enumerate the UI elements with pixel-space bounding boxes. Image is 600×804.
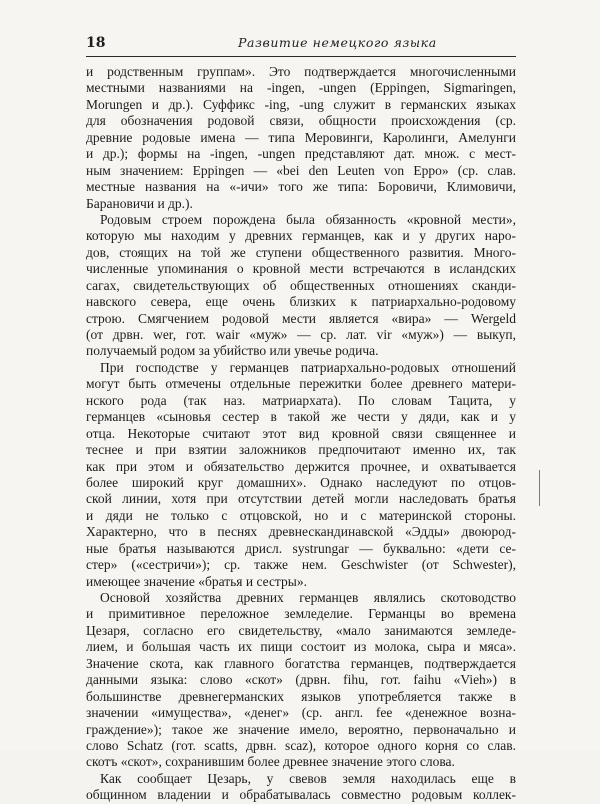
paragraph — [86, 771, 516, 804]
text-line: ным значением: Eppingen — «bei den Leuten von Eppo» (ср. слав. — [86, 162, 516, 178]
text-line: нского рода (так наз. матриархата). По словам Тацита, у — [86, 392, 516, 408]
text-line: При господстве у германцев патриархально-родовых отношений — [100, 359, 516, 375]
text-line: местными названиями на -ingen, -ungen (Eppingen, Sigmaringen, — [86, 80, 516, 96]
text-line: Значение скота, как главного богатства германцев, подтверждается — [86, 655, 516, 671]
text-line: более широкий круг домашних». Однако наследуют по отцов- — [86, 474, 516, 490]
paragraph — [86, 590, 516, 771]
text-line: значении «имущества», «денег» (ср. англ. fee «денежное возна- — [86, 705, 516, 721]
text-line: данными языка: слово «скот» (дрвн. fihu, гот. faihu «Vieh») в — [86, 672, 516, 688]
text-line: и дяди не только с отцовской, но и с материнской стороны. — [86, 507, 516, 523]
text-line: дов, стоящих на той же ступени общественного развития. Много- — [86, 244, 516, 260]
text-line: скотъ «скот», сохранившим более древнее значение этого слова. — [86, 754, 455, 770]
paragraph — [86, 212, 516, 360]
page-header — [86, 35, 516, 53]
text-line: отца. Некоторые считают этот вид кровной связи священнее и — [86, 425, 516, 441]
body-text — [86, 64, 516, 804]
text-line: имеющее значение «братья и сестры». — [86, 573, 307, 589]
text-line: Morungen и др.). Суффикс -ing, -ung служит в германских языках — [86, 96, 516, 112]
text-line: (от дрвн. wer, гот. wair «муж» — ср. лат. vir «муж») — выкуп, — [86, 327, 516, 342]
text-line: получаемый родом за убийство или увечье родича. — [86, 343, 379, 359]
text-line: большинстве древнегерманских языков употребляется также в — [86, 688, 516, 704]
text-line: общинном владении и обрабатывалась совместно родовым коллек- — [86, 787, 516, 803]
text-line: лием, и большая часть их пищи состоит из молока, сыра и мяса». — [86, 639, 516, 655]
text-line: Основой хозяйства древних германцев являлись скотоводство — [100, 590, 516, 605]
text-line: древние родовые имена — типа Меровинги, Каролинги, Амелунги — [86, 129, 516, 145]
text-line: и примитивное переложное земледелие. Германцы во времена — [86, 606, 516, 622]
text-line: строю. Смягчением родовой мести является «вира» — Wergeld — [86, 310, 516, 326]
text-line: как при этом и обязательство держится прочнее, и охватывается — [86, 458, 516, 474]
text-line: ской линии, хотя при отсутствии детей могли наследовать братья — [86, 491, 516, 507]
page-number: 18 — [86, 35, 106, 51]
text-line: навского севера, еще очень близких к патриархально-родовому — [86, 294, 516, 310]
text-line: Барановичи и др.). — [86, 195, 193, 211]
text-line: могут быть отмечены отдельные пережитки более древнего матери- — [86, 376, 516, 392]
text-line: Родовым строем порождена была обязанность «кровной мести», — [100, 211, 516, 227]
text-line: слово Schatz (гот. scatts, дрвн. scaz), которое одного корня со слав. — [86, 737, 516, 753]
paragraph — [86, 64, 516, 212]
text-line: Характерно, что в песнях древнескандинавской «Эдды» двоюрод- — [86, 524, 516, 540]
text-line: Цезаря, согласно его свидетельству, «мало занимаются земледе- — [86, 622, 516, 638]
text-line: ные братья называются дрисл. systrungar — буквально: «дети се- — [86, 540, 516, 556]
text-line: для обозначения родовой связи, общности происхождения (ср. — [86, 113, 516, 129]
text-line: численные упоминания о кровной мести встречаются в исландских — [86, 261, 516, 277]
running-title: Развитие немецкого языка — [238, 35, 437, 50]
margin-mark — [539, 470, 540, 506]
text-line: и родственным группам». Это подтверждается многочисленными — [86, 64, 516, 79]
text-line: германцев «сыновья сестер в такой же чести у дяди, как и у — [86, 409, 516, 425]
text-line: Как сообщает Цезарь, у свевов земля находилась еще в — [100, 770, 516, 786]
text-line: сагах, свидетельствующих об общественных отношениях сканди- — [86, 277, 516, 293]
header-rule — [86, 56, 516, 57]
text-line: и др.); формы на -ingen, -ungen представляют дат. множ. с мест- — [86, 146, 516, 162]
text-line: стер» («сестричи»); ср. также нем. Geschwister (от Schwester), — [86, 557, 516, 573]
text-line: теснее и при взятии заложников предпочитают именно их, так — [86, 442, 516, 458]
paragraph — [86, 360, 516, 590]
text-line: граждение»); такое же значение имело, вероятно, первоначально и — [86, 721, 516, 737]
text-line: местные названия на «-ичи» того же типа: Боровичи, Климовичи, — [86, 179, 516, 195]
text-line: которую мы находим у древних германцев, как и у других наро- — [86, 228, 516, 244]
